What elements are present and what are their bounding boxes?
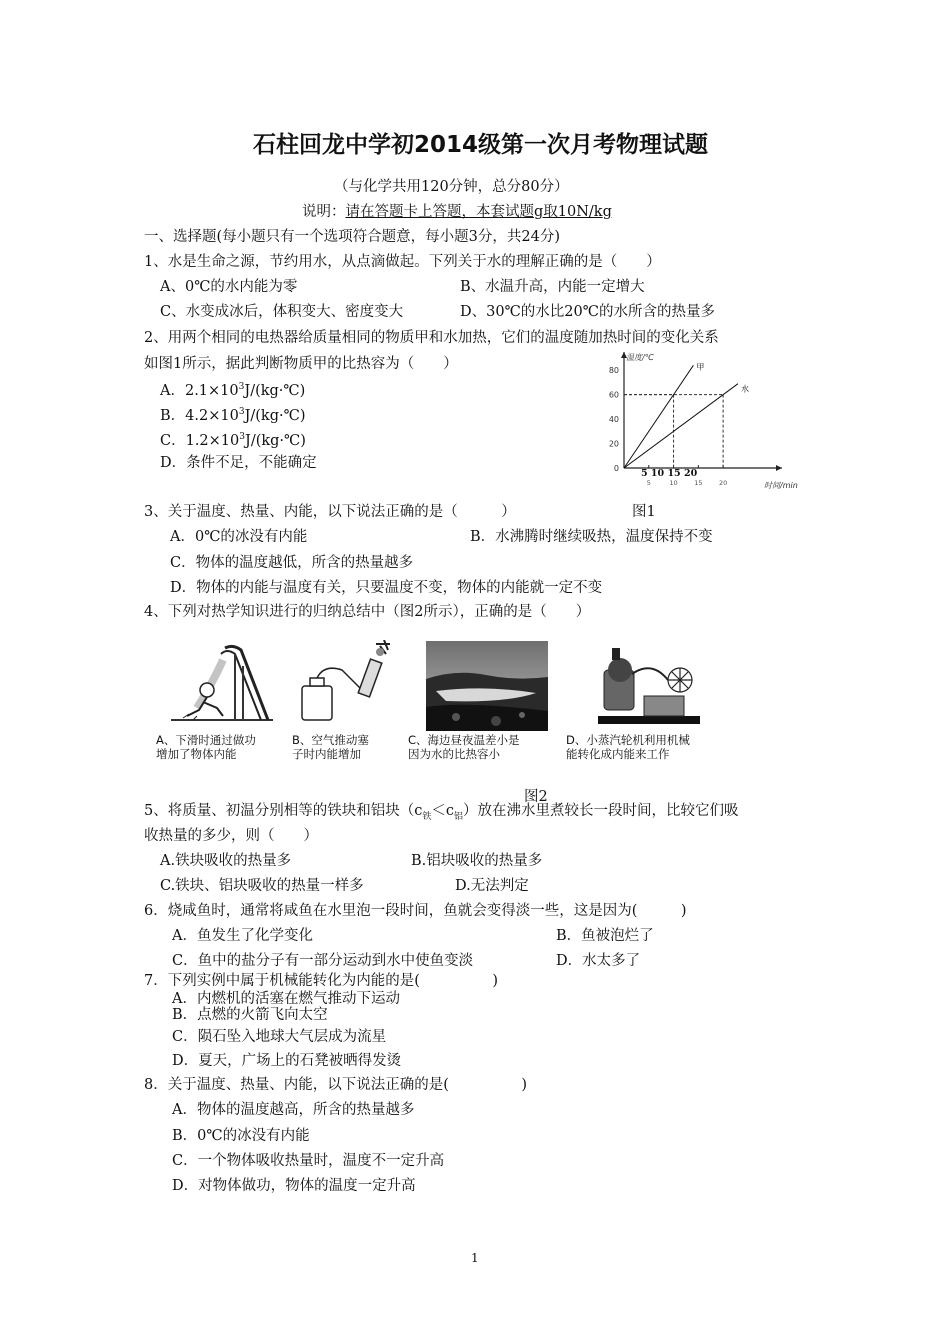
q7-stem: 7．下列实例中属于机械能转化为内能的是( ) xyxy=(144,973,499,989)
x-tick-label: 10 xyxy=(669,479,678,487)
figure1-temperature-chart xyxy=(598,348,818,493)
q3-option-b: B．水沸腾时继续吸热，温度保持不变 xyxy=(470,529,713,545)
exam-note xyxy=(302,203,612,221)
q2-option-d: D．条件不足，不能确定 xyxy=(160,455,317,471)
page-title: 石柱回龙中学初2014级第一次月考物理试题 xyxy=(253,132,709,158)
q6-option-b: B．鱼被泡烂了 xyxy=(556,928,654,944)
x-axis-arrow xyxy=(776,465,782,471)
fig2-caption-b-line2: 子时内能增加 xyxy=(292,747,361,761)
q5-option-b: B.铝块吸收的热量多 xyxy=(411,853,543,869)
q8-option-c: C．一个物体吸收热量时，温度不一定升高 xyxy=(172,1153,445,1169)
y-tick-label: 0 xyxy=(613,464,619,473)
fig2-caption-b-line1: B、空气推动塞 xyxy=(292,733,369,747)
section-heading: 一、选择题(每小题只有一个选项符合题意，每小题3分，共24分) xyxy=(144,229,560,245)
q3-option-a: A．0℃的冰没有内能 xyxy=(170,529,308,545)
q3-stem: 3、关于温度、热量、内能，以下说法正确的是（ ） xyxy=(144,504,516,520)
q8-option-d: D．对物体做功，物体的温度一定升高 xyxy=(172,1178,416,1194)
q7-option-d: D．夏天，广场上的石凳被晒得发烫 xyxy=(172,1053,402,1069)
q6-stem: 6．烧咸鱼时，通常将咸鱼在水里泡一段时间，鱼就会变得淡一些，这是因为( ) xyxy=(144,903,687,919)
q6-option-a: A．鱼发生了化学变化 xyxy=(172,928,313,944)
seaside-image xyxy=(426,641,548,731)
fig2-caption-a-line2: 增加了物体内能 xyxy=(156,747,237,761)
air-piston-image xyxy=(294,640,406,728)
q2-stem-line2: 如图1所示，据此判断物质甲的比热容为（ ） xyxy=(144,356,458,372)
series-line-water xyxy=(624,384,738,468)
fig2-caption-d-line1: D、小蒸汽轮机利用机械 xyxy=(566,733,690,747)
q1-option-a: A、0℃的水内能为零 xyxy=(160,279,298,295)
exam-subtitle: （与化学共用120分钟，总分80分） xyxy=(334,179,569,195)
steam-turbine-image xyxy=(592,640,704,730)
y-tick-label: 20 xyxy=(608,439,619,449)
fig2-caption-a-line1: A、下滑时通过做功 xyxy=(156,733,256,747)
fig2-caption-c-line1: C、海边昼夜温差小是 xyxy=(408,733,520,747)
q4-stem: 4、下列对热学知识进行的归纳总结中（图2所示），正确的是（ ） xyxy=(144,604,591,620)
figure2-label: 图2 xyxy=(524,789,548,805)
q6-option-c: C．鱼中的盐分子有一部分运动到水中使鱼变淡 xyxy=(172,953,474,969)
x-tick-label: 20 xyxy=(718,479,728,487)
fig2-caption-d-line2: 能转化成内能来工作 xyxy=(566,747,670,761)
q8-stem: 8．关于温度、热量、内能，以下说法正确的是( ) xyxy=(144,1077,528,1093)
q8-option-b: B．0℃的冰没有内能 xyxy=(172,1128,310,1144)
x-tick-bold-overlay: 5 10 15 20 xyxy=(641,468,698,479)
series-line-jia xyxy=(624,365,693,468)
q7-option-c: C．陨石坠入地球大气层成为流星 xyxy=(172,1029,387,1045)
page-number: 1 xyxy=(471,1251,479,1265)
q3-option-c: C．物体的温度越低，所含的热量越多 xyxy=(170,555,414,571)
q5-option-a: A.铁块吸收的热量多 xyxy=(160,853,292,869)
y-tick-label: 40 xyxy=(608,415,619,425)
q5-option-d: D.无法判定 xyxy=(455,878,529,894)
q3-option-d: D．物体的内能与温度有关，只要温度不变，物体的内能就一定不变 xyxy=(170,580,603,596)
fig2-caption-c-line2: 因为水的比热容小 xyxy=(408,747,500,761)
q1-stem: 1、水是生命之源，节约用水，从点滴做起。下列关于水的理解正确的是（ ） xyxy=(144,254,661,270)
q7-option-a: A．内燃机的活塞在燃气推动下运动 xyxy=(172,991,400,1007)
q2-option-b: B．$4.2\times 10^3J/(kg\cdot℃)$ xyxy=(160,407,306,424)
figure1-label: 图1 xyxy=(632,504,656,520)
y-tick-label: 80 xyxy=(608,366,619,376)
q5-stem-line1: 5、将质量、初温分别相等的铁块和铝块$(c_铁<c_铝)$放在沸水里煮较长一段时间，比较它们吸 xyxy=(144,803,739,822)
y-axis-label: 温度/℃ xyxy=(626,353,654,362)
y-tick-label: 60 xyxy=(608,390,619,400)
q2-option-a: A．$2.1\times 10^3J/(kg\cdot℃)$ xyxy=(160,382,306,399)
q6-option-d: D．水太多了 xyxy=(556,953,641,969)
x-tick-label: 5 xyxy=(646,479,651,487)
q1-option-d: D、30℃的水比20℃的水所含的热量多 xyxy=(460,304,715,320)
q5-stem-line2: 收热量的多少，则（ ） xyxy=(144,828,318,844)
q8-option-a: A．物体的温度越高，所含的热量越多 xyxy=(172,1102,415,1118)
note-underlined: 请在答题卡上答题，本套试题g取10N/kg xyxy=(345,204,612,220)
q7-option-b: B．点燃的火箭飞向太空 xyxy=(172,1007,328,1023)
q1-option-c: C、水变成冰后，体积变大、密度变大 xyxy=(160,304,404,320)
q1-option-b: B、水温升高，内能一定增大 xyxy=(460,279,645,295)
series-label-water: 水 xyxy=(740,384,749,394)
note-prefix: 说明： xyxy=(302,204,346,220)
series-label-jia: 甲 xyxy=(696,362,705,372)
q2-option-c: C．$1.2\times 10^3J/(kg\cdot℃)$ xyxy=(160,432,306,449)
x-tick-label: 15 xyxy=(694,479,703,487)
q5-option-c: C.铁块、铝块吸收的热量一样多 xyxy=(160,878,364,894)
slide-image xyxy=(163,636,281,728)
x-axis-label: 时间/min xyxy=(764,481,798,490)
q2-stem-line1: 2、用两个相同的电热器给质量相同的物质甲和水加热，它们的温度随加热时间的变化关系 xyxy=(144,330,719,346)
